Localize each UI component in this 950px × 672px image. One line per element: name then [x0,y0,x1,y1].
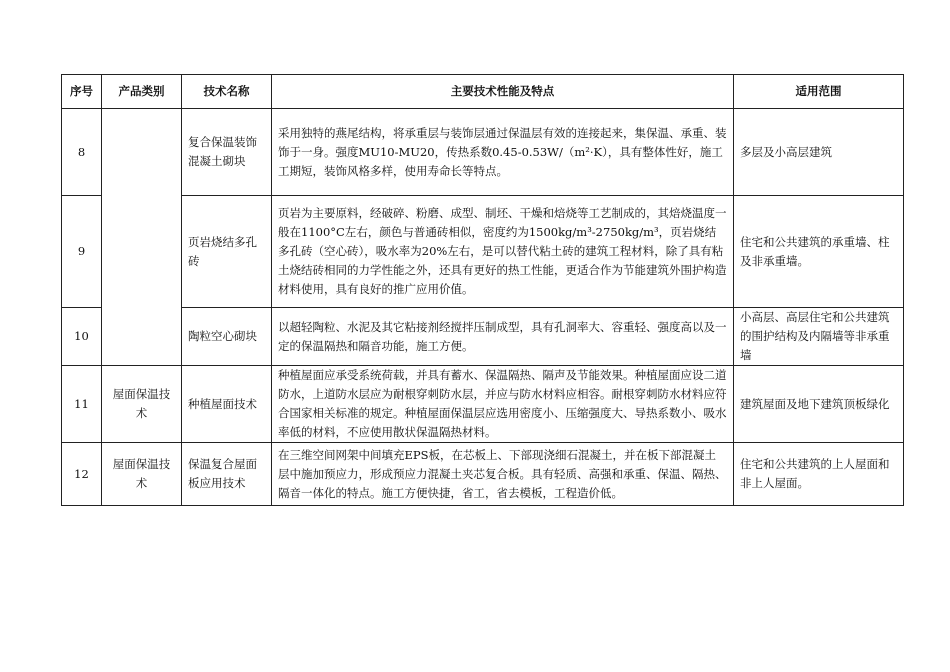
cell-serial-number: 10 [62,308,102,366]
cell-serial-number: 11 [62,366,102,443]
cell-serial-number: 8 [62,109,102,196]
cell-application-scope: 多层及小高层建筑 [734,109,904,196]
table-row [62,366,904,443]
header-product-category: 产品类别 [102,75,182,109]
cell-product-category: 屋面保温技术 [102,443,182,506]
cell-technology-name: 页岩烧结多孔砖 [182,196,272,308]
cell-application-scope: 住宅和公共建筑的承重墙、柱及非承重墙。 [734,196,904,308]
header-serial-number: 序号 [62,75,102,109]
cell-product-category [102,109,182,366]
cell-description: 在三维空间网架中间填充EPS板，在芯板上、下部现浇细石混凝土，并在板下部混凝土层中施加预应力，形成预应力混凝土夹芯复合板。具有轻质、高强和承重、保温、隔热、隔音一体化的特点。施工方便快捷，省工，省去模板，工程造价低。 [272,443,734,506]
cell-description: 以超轻陶粒、水泥及其它粘接剂经搅拌压制成型，具有孔洞率大、容重轻、强度高以及一定的保温隔热和隔音功能，施工方便。 [272,308,734,366]
cell-product-category: 屋面保温技术 [102,366,182,443]
table-row [62,109,904,196]
cell-technology-name: 种植屋面技术 [182,366,272,443]
cell-application-scope: 小高层、高层住宅和公共建筑的围护结构及内隔墙等非承重墙 [734,308,904,366]
cell-application-scope: 建筑屋面及地下建筑顶板绿化 [734,366,904,443]
technology-table [61,74,904,506]
cell-description: 种植屋面应承受系统荷载，并具有蓄水、保温隔热、隔声及节能效果。种植屋面应设二道防水，上道防水层应为耐根穿刺防水层，并应与防水材料应相容。耐根穿刺防水材料应符合国家相关标准的规定。种植屋面保温层应选用密度小、压缩强度大、导热系数小、吸水率低的材料，不应使用散状保温隔热材料。 [272,366,734,443]
header-technology-name: 技术名称 [182,75,272,109]
table-row [62,196,904,308]
cell-description: 页岩为主要原料，经破碎、粉磨、成型、制坯、干燥和焙烧等工艺制成的，其焙烧温度一般在1100°C左右，颜色与普通砖相似，密度约为1500kg/m³-2750kg/m³，页岩烧结多孔砖（空心砖），吸水率为20%左右，是可以替代粘土砖的建筑工程材料，除了具有粘土烧结砖相同的力学性能之外，还具有更好的热工性能，更适合作为节能建筑外围护构造材料使用，具有良好的推广应用价值。 [272,196,734,308]
cell-serial-number: 12 [62,443,102,506]
table-row [62,443,904,506]
cell-application-scope: 住宅和公共建筑的上人屋面和非上人屋面。 [734,443,904,506]
cell-technology-name: 复合保温装饰混凝土砌块 [182,109,272,196]
header-application-scope: 适用范围 [734,75,904,109]
cell-serial-number: 9 [62,196,102,308]
cell-technology-name: 保温复合屋面板应用技术 [182,443,272,506]
cell-description: 采用独特的燕尾结构，将承重层与装饰层通过保温层有效的连接起来，集保温、承重、装饰于一身。强度MU10-MU20，传热系数0.45-0.53W/（m²·K），具有整体性好，施工工期短，装饰风格多样，使用寿命长等特点。 [272,109,734,196]
table-header-row [62,75,904,109]
header-main-performance: 主要技术性能及特点 [272,75,734,109]
table-row [62,308,904,366]
cell-technology-name: 陶粒空心砌块 [182,308,272,366]
